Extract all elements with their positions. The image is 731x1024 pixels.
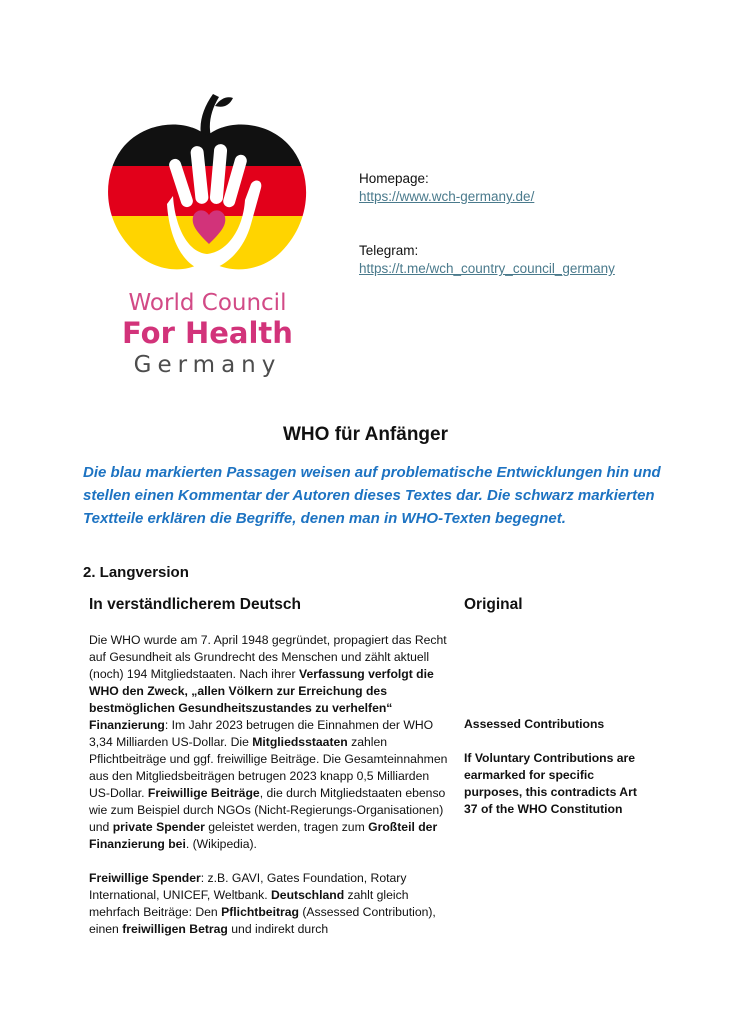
- bold-term: private Spender: [112, 820, 205, 834]
- note-assessed-contributions: Assessed Contributions: [464, 717, 605, 731]
- paragraph-financing: Die WHO wurde am 7. April 1948 gegründet, propagiert das Recht auf Gesundheit als Grundrecht des Menschen und zählt aktuell (noch) 194 Mitgliedstaaten. Nach ihrer Verfassung verfolgt die WHO den Zweck, „allen Völkern zur Erreichung des bestmöglichen Gesundheitszustandes zu verhelfen“ Finanzierung: Im Jahr 2023 betrugen die Einnahmen der WHO 3,34 Milliarden US-Dollar. Die Mitgliedsstaaten zahlen Pflichtbeiträge und ggf. freiwillige Beiträge. Die Gesamteinnahmen aus den Mitgliedsbeiträgen betrugen 2023 knapp 0,5 Milliarden US-Dollar. Freiwillige Beiträge, die durch Mitgliedstaaten ebenso wie zum Beispiel durch NGOs (Nicht-Regierungs-Organisationen) und private Spender geleistet werden, tragen zum Großteil der Finanzierung bei. (Wikipedia).: [89, 633, 448, 851]
- paragraph-donors: Freiwillige Spender: z.B. GAVI, Gates Foundation, Rotary International, UNICEF, Weltbank. Deutschland zahlt gleich mehrfach Beiträge: Den Pflichtbeitrag (Assessed Contribution), einen freiwilligen Betrag und indirekt durch: [89, 871, 436, 936]
- bold-term: freiwilligen Betrag: [122, 922, 228, 936]
- logo-line-2: For Health: [122, 316, 293, 350]
- left-column-heading: In verständlicherem Deutsch: [89, 596, 301, 613]
- telegram-link[interactable]: https://t.me/wch_country_council_germany: [359, 261, 615, 276]
- bold-term: Deutschland: [271, 888, 345, 902]
- logo-line-3: Germany: [133, 352, 282, 378]
- bold-term: Großteil der Finanzierung bei: [89, 820, 438, 851]
- bold-term: Freiwillige Spender: [89, 871, 201, 885]
- section-title: 2. Langversion: [83, 564, 189, 581]
- logo: [95, 84, 320, 384]
- bold-term: Pflichtbeitrag: [221, 905, 299, 919]
- right-column-heading: Original: [464, 596, 523, 613]
- note-voluntary-contributions: If Voluntary Contributions are earmarked for specific purposes, this contradicts Art 37 of the WHO Constitution: [464, 751, 637, 816]
- homepage-label: Homepage:: [359, 171, 429, 186]
- contact-links: [359, 170, 615, 278]
- logo-line-1: World Council: [128, 290, 287, 316]
- homepage-link[interactable]: https://www.wch-germany.de/: [359, 189, 535, 204]
- right-column-body: [464, 716, 644, 818]
- telegram-label: Telegram:: [359, 243, 419, 258]
- bold-term: Verfassung verfolgt die WHO den Zweck, „allen Völkern zur Erreichung des bestmöglichen Gesundheitszustandes zu verhelfen“ Finanzierung: [89, 667, 434, 732]
- page-title: WHO für Anfänger: [282, 424, 448, 445]
- apple-hand-heart-icon: [95, 84, 320, 289]
- bold-term: Freiwillige Beiträge: [147, 786, 260, 800]
- bold-term: Mitgliedsstaaten: [252, 735, 348, 749]
- left-column-body: [89, 632, 449, 938]
- intro-note: Die blau markierten Passagen weisen auf problematische Entwicklungen hin und stellen einen Kommentar der Autoren dieses Textes dar. Die schwarz markierten Textteile erklären die Begriffe, denen man in WHO-Texten begegnet.: [83, 464, 661, 527]
